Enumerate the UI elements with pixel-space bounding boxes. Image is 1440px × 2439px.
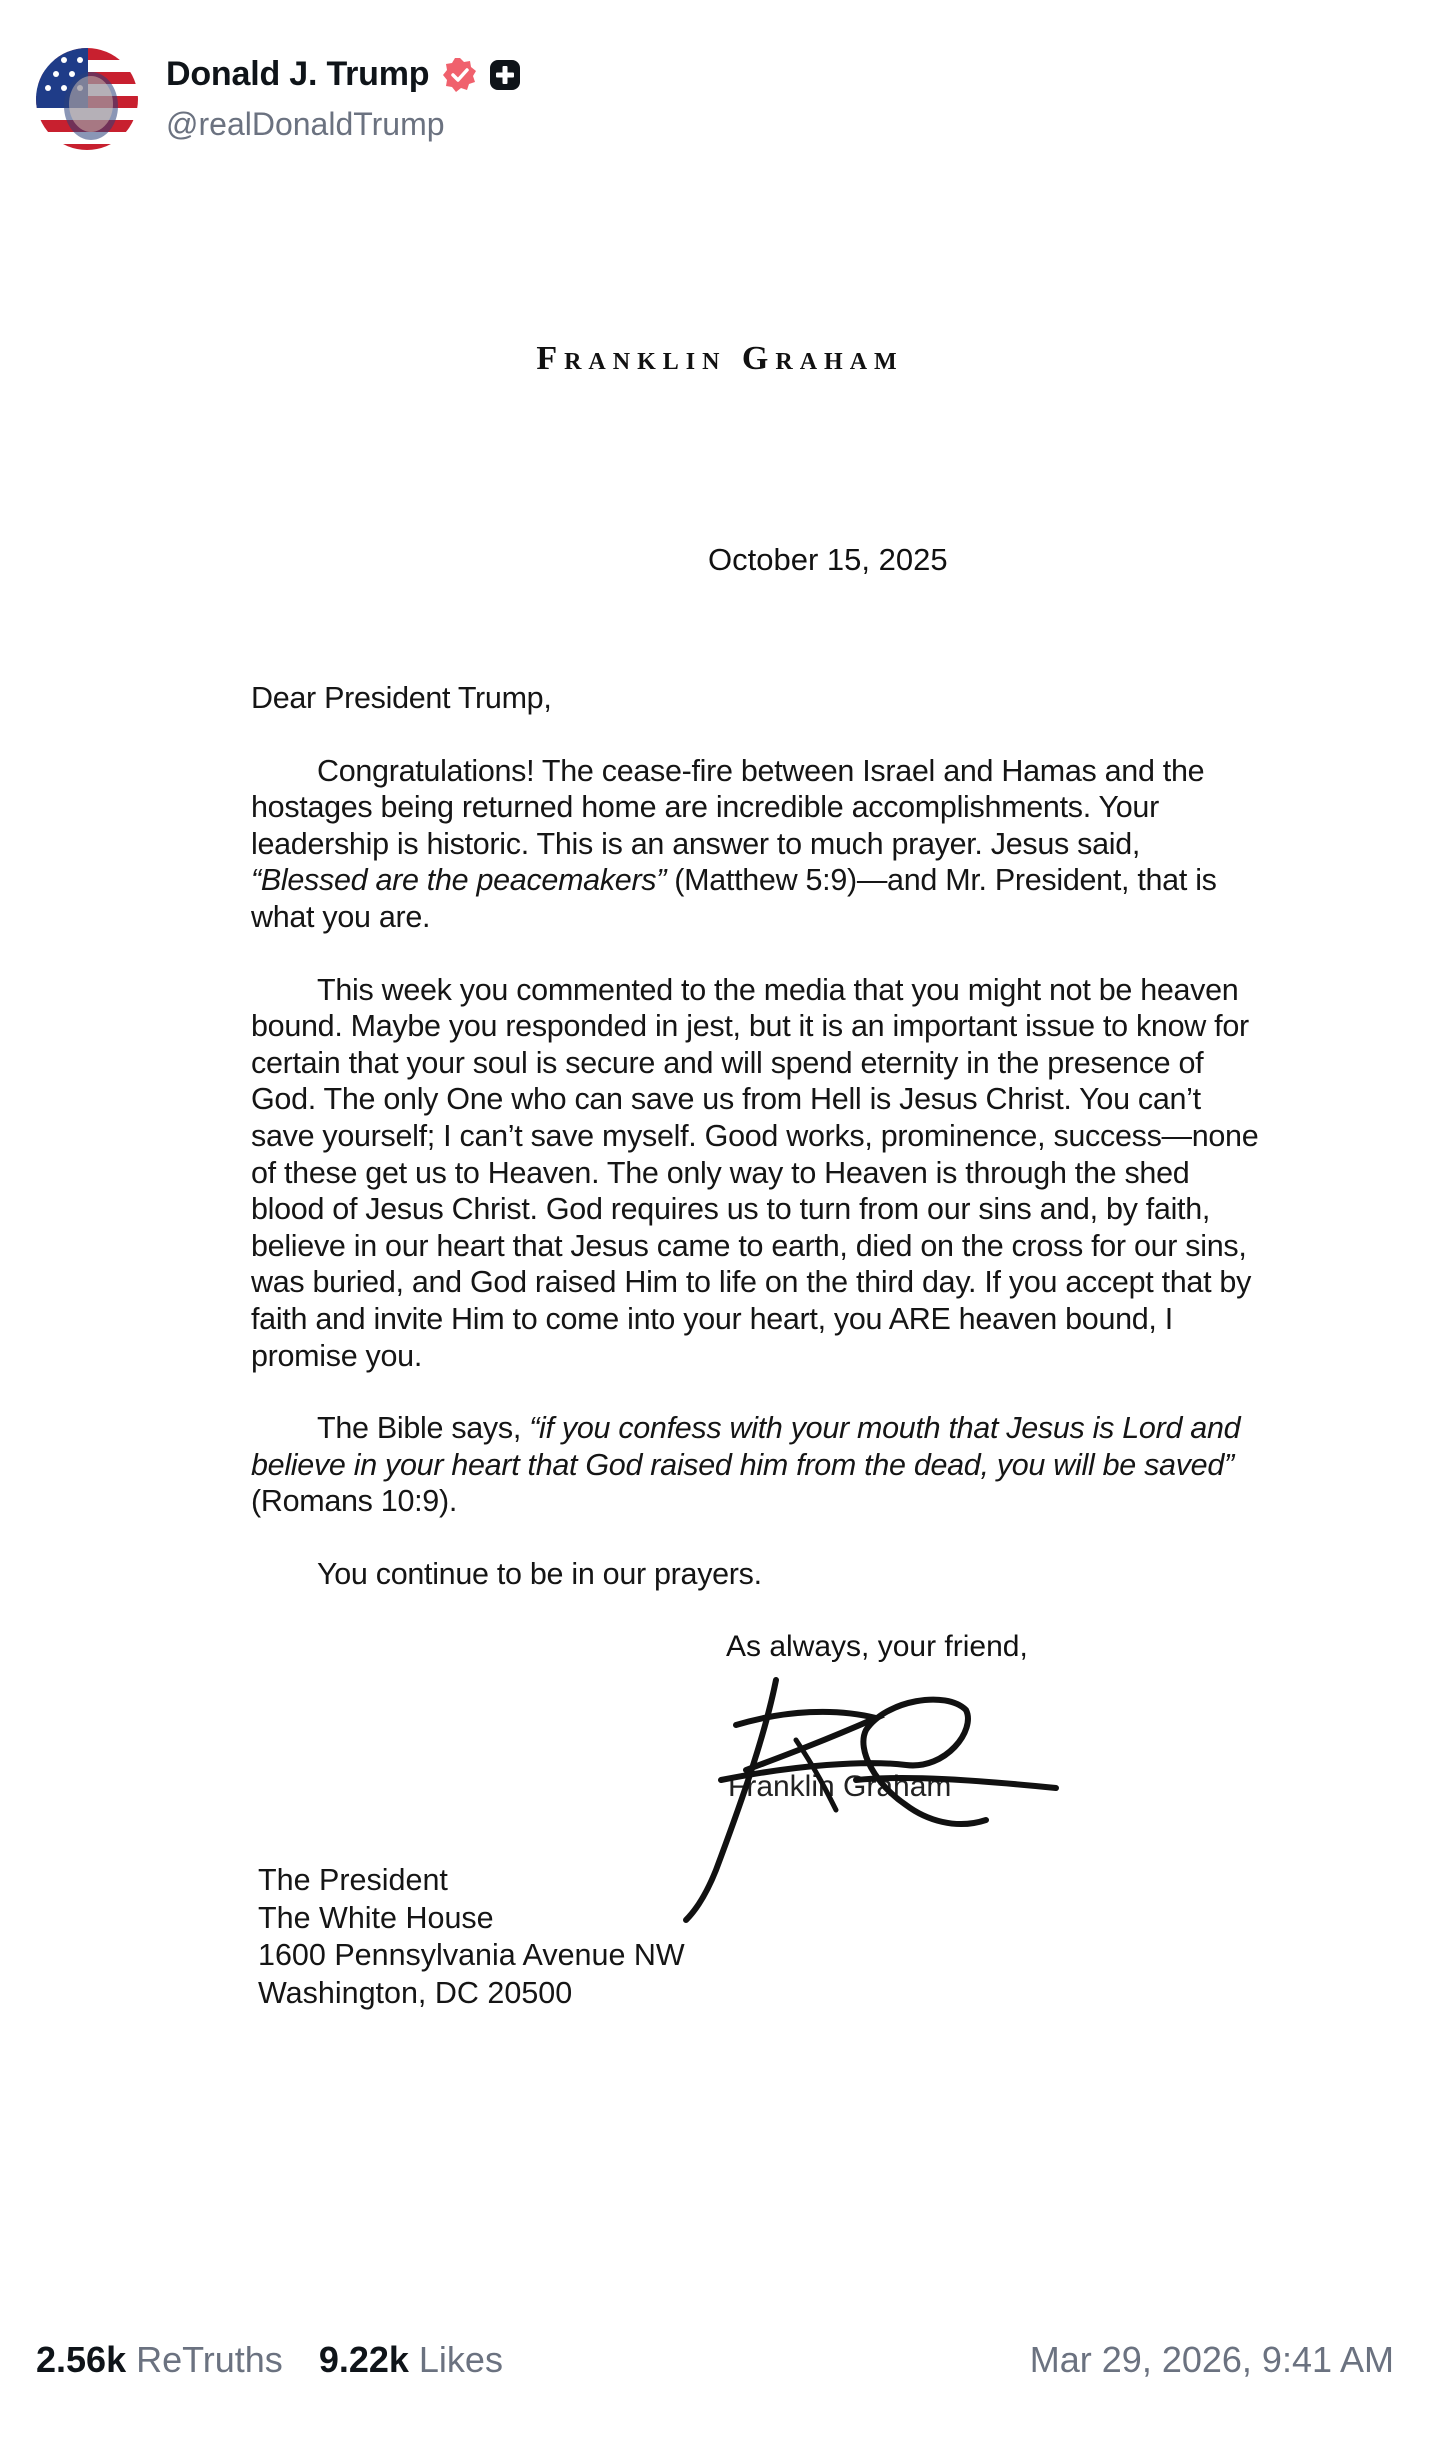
paragraph-4: You continue to be in our prayers. xyxy=(317,1556,762,1591)
letter-date: October 15, 2025 xyxy=(708,542,948,577)
user-handle[interactable]: @realDonaldTrump xyxy=(166,106,445,142)
retruths-count: 2.56k xyxy=(36,2339,127,2380)
paragraph-1 xyxy=(251,753,1261,936)
verified-icon xyxy=(441,56,479,94)
post-timestamp[interactable]: Mar 29, 2026, 9:41 AM xyxy=(1029,2339,1394,2380)
paragraph-2: This week you commented to the media that you might not be heaven bound. Maybe you responded in jest, but it is an important issue to know for certain that your soul is secure and will spend eternity in the presence of God. The only One who can save us from Hell is Jesus Christ. You can’t save yourself; I can’t save myself. Good works, prominence, success—none of these get us to Heaven. The only way to Heaven is through the shed blood of Jesus Christ. God requires us to turn from our sins and, by faith, believe in our heart that Jesus came to earth, died on the cross for our sins, was buried, and God raised Him to life on the third day. If you accept that by faith and invite Him to come into your heart, you ARE heaven bound, I promise you. xyxy=(251,972,1259,1373)
paragraph-3-tail: (Romans 10:9). xyxy=(251,1484,457,1519)
avatar-image xyxy=(36,48,138,150)
paragraph-3-quote: “if you confess with your mouth that Jesus is Lord and believe in your heart that God raised him from the dead, you will be saved” xyxy=(251,1411,1241,1482)
letter-image[interactable] xyxy=(36,190,1404,2290)
address-line: The White House xyxy=(258,1900,494,1935)
address-line: 1600 Pennsylvania Avenue NW xyxy=(258,1938,685,1972)
plus-badge-icon xyxy=(487,57,523,93)
retruths-stat[interactable] xyxy=(36,2339,283,2381)
post-footer xyxy=(36,2335,1394,2385)
recipient-address xyxy=(258,1862,685,2012)
closing: As always, your friend, xyxy=(726,1630,1028,1663)
letter-body xyxy=(251,680,1261,1628)
paragraph-1-quote: “Blessed are the peacemakers” xyxy=(251,863,667,898)
paragraph-1-tail: (Matthew 5:9)—and Mr. President, that is what you are. xyxy=(251,863,1217,934)
likes-count: 9.22k xyxy=(318,2339,409,2380)
address-line: The President xyxy=(258,1863,448,1897)
likes-stat[interactable] xyxy=(319,2339,503,2381)
retruths-label: ReTruths xyxy=(136,2339,283,2380)
author-block xyxy=(166,55,523,143)
display-name[interactable]: Donald J. Trump xyxy=(166,55,430,93)
post-header xyxy=(36,44,523,154)
avatar[interactable] xyxy=(36,48,138,150)
paragraph-3 xyxy=(251,1410,1261,1520)
signature xyxy=(676,1670,1096,1940)
name-row xyxy=(166,55,523,94)
paragraph-3-text: The Bible says, xyxy=(317,1411,530,1446)
address-line: Washington, DC 20500 xyxy=(258,1975,573,2010)
signer-name: Franklin Graham xyxy=(728,1770,952,1803)
likes-label: Likes xyxy=(418,2339,503,2380)
paragraph-1-text: Congratulations! The cease-fire between Israel and Hamas and the hostages being returned home are incredible accomplishments. Your leadership is historic. This is an answer to much prayer. Jesus said, xyxy=(251,753,1205,861)
salutation: Dear President Trump, xyxy=(251,681,552,715)
letterhead: Franklin Graham xyxy=(536,340,904,377)
